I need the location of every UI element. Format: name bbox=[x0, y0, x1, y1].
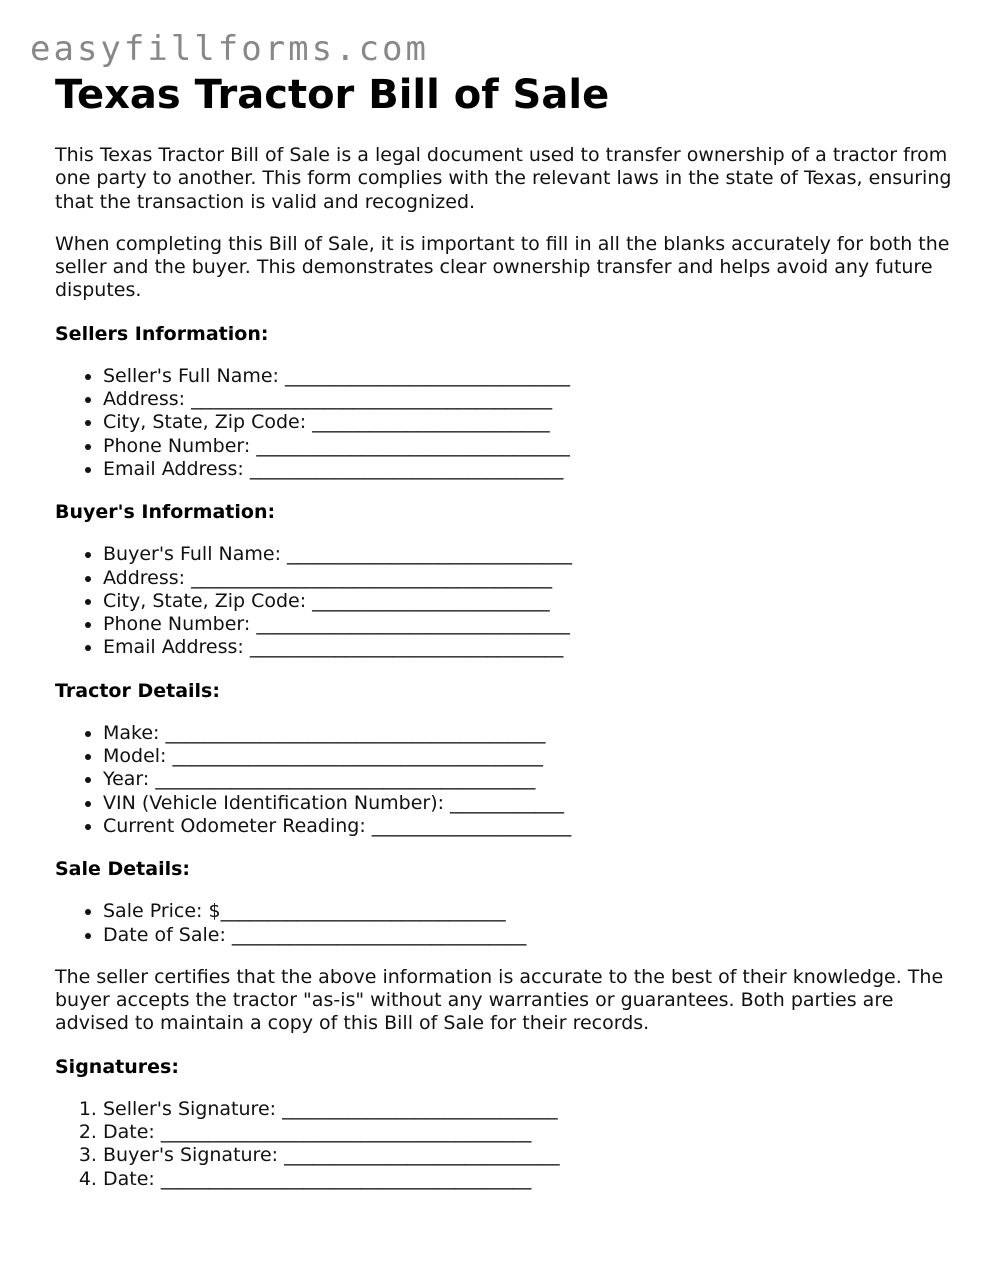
tractor-make-field[interactable]: • Make: ________________________________________ bbox=[103, 722, 955, 745]
buyer-email-field[interactable]: • Email Address: _________________________________ bbox=[103, 636, 955, 659]
sale-list bbox=[55, 900, 955, 947]
sale-date-field[interactable]: • Date of Sale: _______________________________ bbox=[103, 924, 955, 947]
buyer-signature-field[interactable]: 3. Buyer's Signature: _____________________________ bbox=[103, 1144, 955, 1167]
tractor-heading: Tractor Details: bbox=[55, 679, 220, 702]
seller-signature-date-field[interactable]: 2. Date: _______________________________________ bbox=[103, 1121, 955, 1144]
sellers-heading: Sellers Information: bbox=[55, 322, 269, 345]
signatures-list bbox=[55, 1098, 955, 1191]
buyer-address-field[interactable]: • Address: ______________________________________ bbox=[103, 567, 955, 590]
seller-full-name-field[interactable]: • Seller's Full Name: ______________________________ bbox=[103, 365, 955, 388]
tractor-list bbox=[55, 722, 955, 838]
document-page bbox=[55, 72, 955, 1191]
watermark: easyfillforms.com bbox=[30, 29, 429, 69]
buyers-list bbox=[55, 543, 955, 659]
sellers-list bbox=[55, 365, 955, 481]
tractor-odometer-field[interactable]: • Current Odometer Reading: _____________________ bbox=[103, 815, 955, 838]
tractor-year-field[interactable]: • Year: ________________________________________ bbox=[103, 768, 955, 791]
seller-address-field[interactable]: • Address: ______________________________________ bbox=[103, 388, 955, 411]
closing-paragraph: The seller certifies that the above information is accurate to the best of their knowledge. The buyer accepts the tractor "as-is" without any warranties or guarantees. Both parties are advised to maintain a copy of this Bill of Sale for their records. bbox=[55, 965, 944, 1035]
seller-signature-field[interactable]: 1. Seller's Signature: _____________________________ bbox=[103, 1098, 955, 1121]
sale-price-field[interactable]: • Sale Price: $______________________________ bbox=[103, 900, 955, 923]
seller-email-field[interactable]: • Email Address: _________________________________ bbox=[103, 458, 955, 481]
tractor-model-field[interactable]: • Model: _______________________________________ bbox=[103, 745, 955, 768]
tractor-vin-field[interactable]: • VIN (Vehicle Identification Number): ____________ bbox=[103, 792, 955, 815]
seller-phone-field[interactable]: • Phone Number: _________________________________ bbox=[103, 435, 955, 458]
buyers-heading: Buyer's Information: bbox=[55, 501, 276, 524]
sale-heading: Sale Details: bbox=[55, 858, 191, 881]
intro-paragraph-2: When completing this Bill of Sale, it is important to fill in all the blanks accurately for both the seller and the buyer. This demonstrates clear ownership transfer and helps avoid any future disputes. bbox=[55, 232, 950, 302]
buyer-city-state-zip-field[interactable]: • City, State, Zip Code: _________________________ bbox=[103, 590, 955, 613]
intro-paragraph-1: This Texas Tractor Bill of Sale is a legal document used to transfer ownership of a tractor from one party to another. This form complies with the relevant laws in the state of Texas, ensuring that the transaction is valid and recognized. bbox=[55, 144, 952, 213]
buyer-phone-field[interactable]: • Phone Number: _________________________________ bbox=[103, 613, 955, 636]
seller-city-state-zip-field[interactable]: • City, State, Zip Code: _________________________ bbox=[103, 411, 955, 434]
buyer-full-name-field[interactable]: • Buyer's Full Name: ______________________________ bbox=[103, 543, 955, 566]
page-title: Texas Tractor Bill of Sale bbox=[55, 72, 610, 118]
buyer-signature-date-field[interactable]: 4. Date: _______________________________________ bbox=[103, 1168, 955, 1191]
signatures-heading: Signatures: bbox=[55, 1055, 179, 1078]
